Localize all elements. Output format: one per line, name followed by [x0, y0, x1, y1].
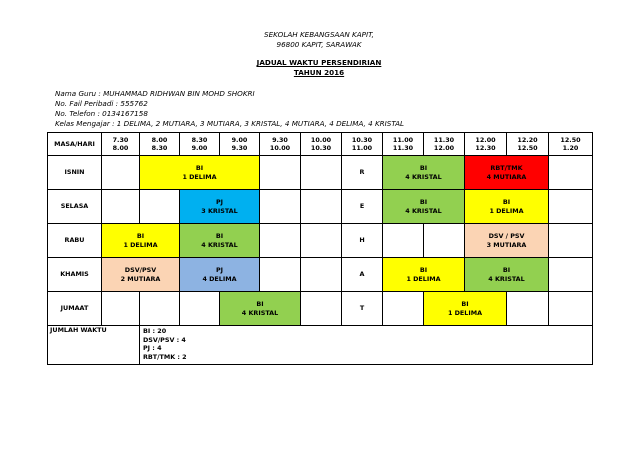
timetable-header-row	[48, 133, 593, 156]
lesson-cell: BI 1 DELIMA	[424, 292, 507, 326]
document-title: JADUAL WAKTU PERSENDIRIAN	[256, 58, 382, 67]
row-isnin	[48, 156, 593, 190]
empty-cell	[260, 224, 301, 258]
time-slot: 12.20 12.50	[507, 133, 549, 156]
empty-cell	[549, 224, 593, 258]
lesson-cell: BI 4 KRISTAL	[180, 224, 260, 258]
empty-cell	[180, 292, 220, 326]
row-khamis	[48, 258, 593, 292]
row-totals	[48, 326, 593, 365]
time-slot: 12.50 1.20	[549, 133, 593, 156]
day-label: KHAMIS	[48, 258, 102, 292]
empty-cell	[260, 258, 301, 292]
lesson-cell: BI 4 KRISTAL	[383, 156, 465, 190]
time-slot: 9.00 9.30	[220, 133, 260, 156]
lesson-cell: DSV/PSV 2 MUTIARA	[102, 258, 180, 292]
empty-cell	[140, 292, 180, 326]
time-slot: 12.00 12.30	[465, 133, 507, 156]
rehat-letter: T	[342, 292, 383, 326]
lesson-cell: PJ 3 KRISTAL	[180, 190, 260, 224]
file-number: No. Fail Peribadi : 555762	[55, 99, 148, 108]
lesson-cell: BI 4 KRISTAL	[383, 190, 465, 224]
day-label: RABU	[48, 224, 102, 258]
time-slot: 10.00 10.30	[301, 133, 342, 156]
rehat-letter: H	[342, 224, 383, 258]
time-slot: 8.30 9.00	[180, 133, 220, 156]
lesson-cell: BI 1 DELIMA	[140, 156, 260, 190]
empty-cell	[549, 190, 593, 224]
empty-cell	[260, 190, 301, 224]
time-slot: 9.30 10.00	[260, 133, 301, 156]
rehat-letter: E	[342, 190, 383, 224]
time-slot: 8.00 8.30	[140, 133, 180, 156]
corner-label: MASA/HARI	[48, 133, 102, 156]
document-year: TAHUN 2016	[293, 68, 345, 77]
row-selasa	[48, 190, 593, 224]
total-label: JUMLAH WAKTU	[48, 326, 140, 365]
rehat-letter: R	[342, 156, 383, 190]
empty-cell	[507, 292, 549, 326]
empty-cell	[140, 190, 180, 224]
time-slot: 11.30 12.00	[424, 133, 465, 156]
lesson-cell: BI 1 DELIMA	[465, 190, 549, 224]
empty-cell	[102, 292, 140, 326]
day-label: JUMAAT	[48, 292, 102, 326]
classes-taught: Kelas Mengajar : 1 DELIMA, 2 MUTIARA, 3 MUTIARA, 3 KRISTAL, 4 MUTIARA, 4 DELIMA, 4 KRISTAL	[55, 119, 405, 128]
day-label: SELASA	[48, 190, 102, 224]
time-slot: 7.30 8.00	[102, 133, 140, 156]
empty-cell	[260, 156, 301, 190]
empty-cell	[383, 292, 424, 326]
time-slot: 10.30 11.00	[342, 133, 383, 156]
lesson-cell: RBT/TMK 4 MUTIARA	[465, 156, 549, 190]
lesson-cell: BI 4 KRISTAL	[465, 258, 549, 292]
empty-cell	[301, 224, 342, 258]
empty-cell	[301, 190, 342, 224]
rehat-letter: A	[342, 258, 383, 292]
teacher-name: Nama Guru : MUHAMMAD RIDHWAN BIN MOHD SHOKRI	[55, 89, 255, 98]
total-values	[140, 326, 593, 365]
lesson-cell: PJ 4 DELIMA	[180, 258, 260, 292]
empty-cell	[301, 156, 342, 190]
empty-cell	[102, 156, 140, 190]
lesson-cell: DSV / PSV 3 MUTIARA	[465, 224, 549, 258]
empty-cell	[102, 190, 140, 224]
timetable	[47, 132, 593, 365]
empty-cell	[549, 258, 593, 292]
lesson-cell: BI 1 DELIMA	[102, 224, 180, 258]
school-address: 96800 KAPIT, SARAWAK	[276, 40, 362, 49]
empty-cell	[383, 224, 424, 258]
empty-cell	[549, 292, 593, 326]
school-name: SEKOLAH KEBANGSAAN KAPIT,	[264, 30, 374, 39]
empty-cell	[424, 224, 465, 258]
total-dsv-psv: DSV/PSV : 4	[143, 335, 186, 344]
row-rabu	[48, 224, 593, 258]
time-slot: 11.00 11.30	[383, 133, 424, 156]
lesson-cell: BI 4 KRISTAL	[220, 292, 301, 326]
total-pj: PJ : 4	[143, 344, 162, 352]
empty-cell	[549, 156, 593, 190]
phone-number: No. Telefon : 0134167158	[55, 109, 148, 118]
empty-cell	[301, 292, 342, 326]
total-bi: BI : 20	[143, 327, 167, 335]
lesson-cell: BI 1 DELIMA	[383, 258, 465, 292]
day-label: ISNIN	[48, 156, 102, 190]
empty-cell	[301, 258, 342, 292]
total-rbt-tmk: RBT/TMK : 2	[143, 352, 187, 361]
row-jumaat	[48, 292, 593, 326]
